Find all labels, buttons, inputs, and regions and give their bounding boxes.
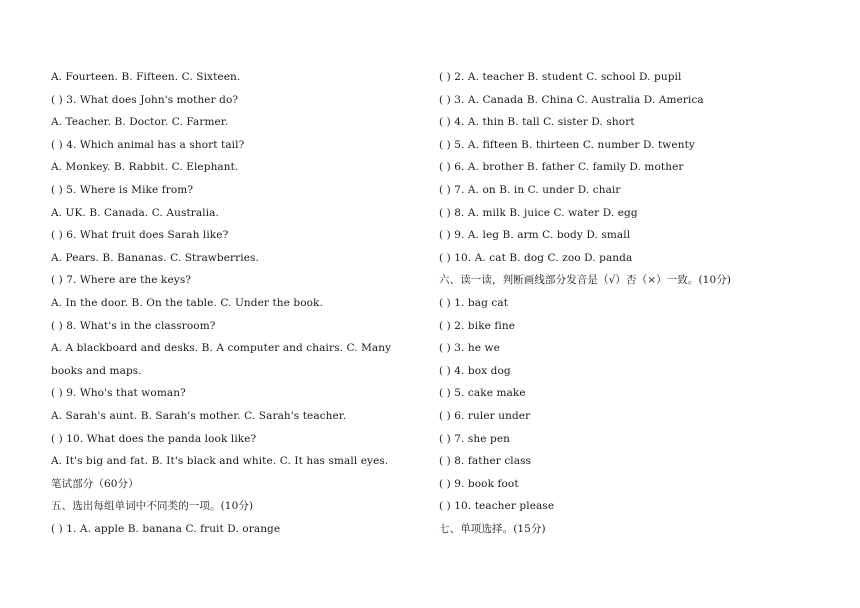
written-part-heading: 笔试部分（60分） bbox=[51, 477, 139, 490]
section-6-heading: 六、读一读，判断画线部分发音是（√）否（×）一致。(10分) bbox=[439, 274, 732, 287]
section-5-item-2: ( ) 2. A. teacher B. student C. school D. pupil bbox=[439, 71, 682, 83]
section-6-item-5: ( ) 5. cake make bbox=[439, 387, 526, 400]
section-5-item-5: ( ) 5. A. fifteen B. thirteen C. number D. twenty bbox=[439, 138, 695, 151]
q6-options: A. Pears. B. Bananas. C. Strawberries. bbox=[51, 251, 259, 264]
section-5-item-9: ( ) 9. A. leg B. arm C. body D. small bbox=[439, 229, 631, 242]
left-column bbox=[51, 66, 426, 540]
q5-question: ( ) 5. Where is Mike from? bbox=[51, 183, 194, 196]
section-6-item-4: ( ) 4. box dog bbox=[439, 364, 511, 377]
q8-options: A. A blackboard and desks. B. A computer and chairs. C. Many books and maps. bbox=[51, 342, 392, 377]
q3-options: A. Teacher. B. Doctor. C. Farmer. bbox=[51, 116, 229, 129]
section-6-item-1: ( ) 1. bag cat bbox=[439, 296, 509, 309]
q2-options: A. Fourteen. B. Fifteen. C. Sixteen. bbox=[51, 71, 241, 83]
q7-options: A. In the door. B. On the table. C. Under the book. bbox=[51, 296, 323, 309]
q10-question: ( ) 10. What does the panda look like? bbox=[51, 432, 257, 445]
q4-options: A. Monkey. B. Rabbit. C. Elephant. bbox=[51, 161, 239, 174]
section-6-item-9: ( ) 9. book foot bbox=[439, 477, 519, 490]
section-5-item-4: ( ) 4. A. thin B. tall C. sister D. short bbox=[439, 116, 635, 129]
section-5-heading: 五、选出每组单词中不同类的一项。(10分) bbox=[51, 500, 254, 513]
q7-question: ( ) 7. Where are the keys? bbox=[51, 274, 192, 287]
section-5-item-3: ( ) 3. A. Canada B. China C. Australia D. America bbox=[439, 93, 704, 106]
section-6-item-3: ( ) 3. he we bbox=[439, 342, 500, 355]
section-5-item-6: ( ) 6. A. brother B. father C. family D. mother bbox=[439, 161, 684, 174]
q5-options: A. UK. B. Canada. C. Australia. bbox=[51, 206, 219, 219]
section-6-item-6: ( ) 6. ruler under bbox=[439, 409, 531, 422]
section-5-item-7: ( ) 7. A. on B. in C. under D. chair bbox=[439, 183, 621, 196]
section-6-item-2: ( ) 2. bike fine bbox=[439, 319, 516, 332]
q10-options: A. It's big and fat. B. It's black and white. C. It has small eyes. bbox=[51, 455, 389, 468]
section-5-item-8: ( ) 8. A. milk B. juice C. water D. egg bbox=[439, 206, 638, 219]
q8-question: ( ) 8. What's in the classroom? bbox=[51, 319, 216, 332]
section-5-item-1: ( ) 1. A. apple B. banana C. fruit D. orange bbox=[51, 522, 281, 535]
section-6-item-8: ( ) 8. father class bbox=[439, 455, 532, 468]
q4-question: ( ) 4. Which animal has a short tail? bbox=[51, 138, 245, 151]
q9-question: ( ) 9. Who's that woman? bbox=[51, 387, 186, 400]
section-6-item-10: ( ) 10. teacher please bbox=[439, 500, 555, 513]
q6-question: ( ) 6. What fruit does Sarah like? bbox=[51, 229, 229, 242]
section-7-heading: 七、单项选择。(15分) bbox=[439, 522, 546, 535]
q3-question: ( ) 3. What does John's mother do? bbox=[51, 93, 239, 106]
right-column bbox=[439, 66, 819, 540]
section-6-item-7: ( ) 7. she pen bbox=[439, 432, 511, 445]
section-5-item-10: ( ) 10. A. cat B. dog C. zoo D. panda bbox=[439, 251, 633, 264]
q9-options: A. Sarah's aunt. B. Sarah's mother. C. Sarah's teacher. bbox=[51, 409, 347, 422]
